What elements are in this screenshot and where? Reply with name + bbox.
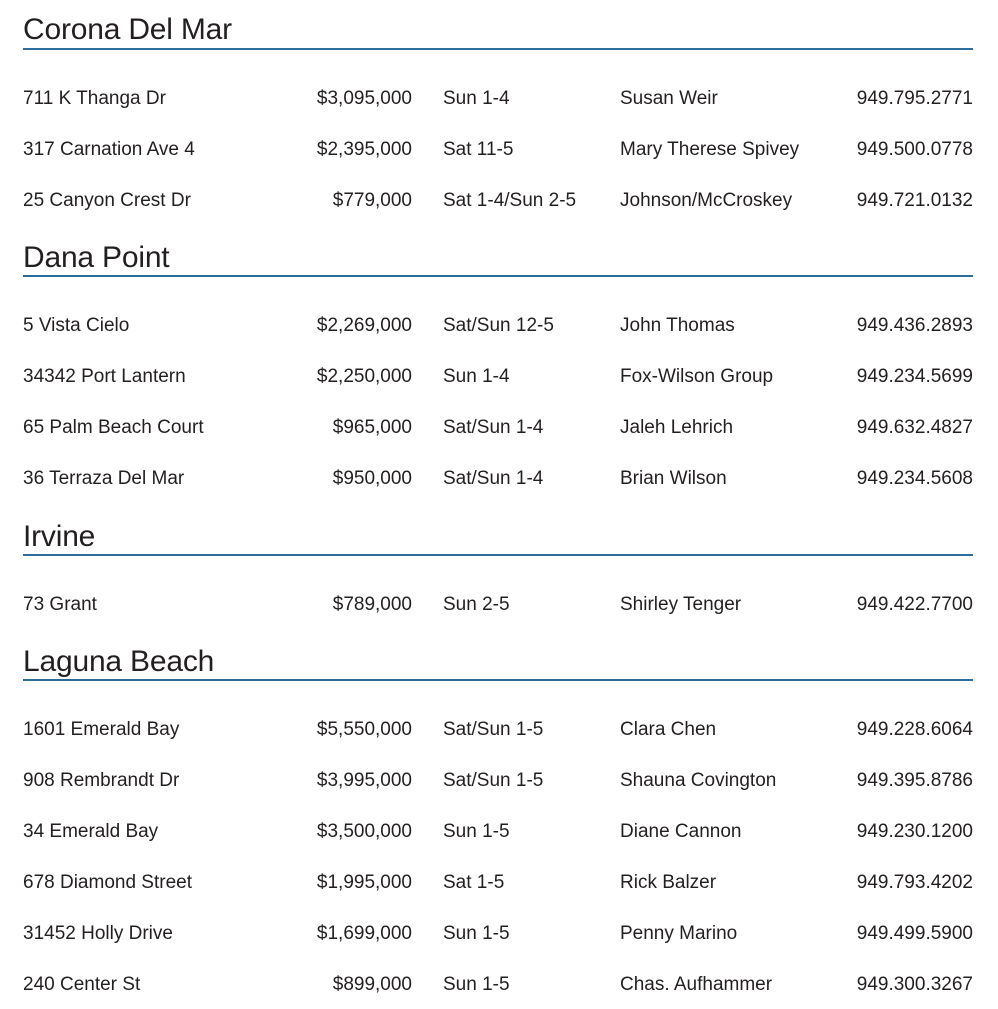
- listing-phone: 949.795.2771: [856, 88, 973, 109]
- section-rule: [23, 679, 973, 681]
- listing-hours: Sat/Sun 12-5: [443, 315, 554, 336]
- listing-hours: Sun 1-5: [443, 974, 510, 995]
- listing-row: [23, 416, 973, 440]
- listing-price: $1,699,000: [316, 923, 412, 944]
- listing-row: [23, 973, 973, 997]
- listing-row: [23, 820, 973, 844]
- listing-price: $965,000: [332, 417, 412, 438]
- listing-address: 73 Grant: [23, 594, 97, 615]
- listing-hours: Sun 1-4: [443, 366, 510, 387]
- listing-agent: Mary Therese Spivey: [620, 139, 800, 160]
- listing-price: $779,000: [332, 190, 412, 211]
- listing-hours: Sat 1-5: [443, 872, 505, 893]
- listing-phone: 949.632.4827: [856, 417, 973, 438]
- section-title: Laguna Beach: [23, 645, 215, 678]
- listing-price: $950,000: [332, 468, 412, 489]
- listing-phone: 949.793.4202: [856, 872, 973, 893]
- section-rule: [23, 275, 973, 277]
- listing-address: 711 K Thanga Dr: [23, 88, 166, 109]
- listing-hours: Sun 1-5: [443, 821, 510, 842]
- listing-price: $2,269,000: [316, 315, 412, 336]
- listing-phone: 949.395.8786: [856, 770, 973, 791]
- listing-row: [23, 922, 973, 946]
- listing-hours: Sat/Sun 1-4: [443, 417, 544, 438]
- listing-agent: Chas. Aufhammer: [620, 974, 773, 995]
- section-rule: [23, 554, 973, 556]
- listing-address: 31452 Holly Drive: [23, 923, 173, 944]
- listing-address: 678 Diamond Street: [23, 872, 192, 893]
- listing-hours: Sun 1-5: [443, 923, 510, 944]
- listing-phone: 949.721.0132: [856, 190, 973, 211]
- listing-agent: Clara Chen: [620, 719, 717, 740]
- listing-row: [23, 718, 973, 742]
- listing-agent: Shirley Tenger: [620, 594, 742, 615]
- listing-address: 36 Terraza Del Mar: [23, 468, 185, 489]
- listing-phone: 949.300.3267: [856, 974, 973, 995]
- listing-hours: Sat/Sun 1-5: [443, 770, 544, 791]
- listing-hours: Sun 2-5: [443, 594, 510, 615]
- listing-row: [23, 87, 973, 111]
- listing-row: [23, 189, 973, 213]
- listing-address: 34 Emerald Bay: [23, 821, 159, 842]
- listing-price: $1,995,000: [316, 872, 412, 893]
- listing-agent: Susan Weir: [620, 88, 718, 109]
- listing-phone: 949.234.5699: [856, 366, 973, 387]
- listing-row: [23, 467, 973, 491]
- listing-address: 65 Palm Beach Court: [23, 417, 204, 438]
- listing-hours: Sat/Sun 1-5: [443, 719, 544, 740]
- listing-row: [23, 871, 973, 895]
- listing-price: $3,095,000: [316, 88, 412, 109]
- listing-address: 5 Vista Cielo: [23, 315, 130, 336]
- listing-agent: Brian Wilson: [620, 468, 727, 489]
- listing-address: 1601 Emerald Bay: [23, 719, 180, 740]
- listing-hours: Sat 1-4/Sun 2-5: [443, 190, 577, 211]
- listing-agent: Shauna Covington: [620, 770, 777, 791]
- listing-price: $789,000: [332, 594, 412, 615]
- listing-hours: Sun 1-4: [443, 88, 510, 109]
- listing-price: $2,250,000: [316, 366, 412, 387]
- section-rule: [23, 48, 973, 50]
- listing-agent: Johnson/McCroskey: [620, 190, 793, 211]
- listing-phone: 949.500.0778: [856, 139, 973, 160]
- listing-row: [23, 314, 973, 338]
- section-title: Dana Point: [23, 241, 170, 274]
- listing-price: $899,000: [332, 974, 412, 995]
- listing-phone: 949.228.6064: [856, 719, 973, 740]
- listing-phone: 949.499.5900: [856, 923, 973, 944]
- listing-address: 317 Carnation Ave 4: [23, 139, 195, 160]
- listing-row: [23, 365, 973, 389]
- listing-phone: 949.436.2893: [856, 315, 973, 336]
- listing-agent: Jaleh Lehrich: [620, 417, 734, 438]
- section-title: Irvine: [23, 520, 96, 553]
- listing-address: 25 Canyon Crest Dr: [23, 190, 191, 211]
- listing-price: $3,995,000: [316, 770, 412, 791]
- listing-agent: John Thomas: [620, 315, 735, 336]
- listing-agent: Fox-Wilson Group: [620, 366, 774, 387]
- listing-price: $5,550,000: [316, 719, 412, 740]
- listing-address: 34342 Port Lantern: [23, 366, 186, 387]
- listing-price: $2,395,000: [316, 139, 412, 160]
- listing-agent: Penny Marino: [620, 923, 738, 944]
- listing-row: [23, 138, 973, 162]
- listing-hours: Sat 11-5: [443, 139, 514, 160]
- listing-address: 908 Rembrandt Dr: [23, 770, 180, 791]
- listing-phone: 949.230.1200: [856, 821, 973, 842]
- listing-address: 240 Center St: [23, 974, 141, 995]
- listing-agent: Rick Balzer: [620, 872, 717, 893]
- listing-row: [23, 769, 973, 793]
- listing-phone: 949.422.7700: [856, 594, 973, 615]
- section-title: Corona Del Mar: [23, 13, 232, 46]
- listing-phone: 949.234.5608: [856, 468, 973, 489]
- listing-price: $3,500,000: [316, 821, 412, 842]
- listing-row: [23, 593, 973, 617]
- listing-agent: Diane Cannon: [620, 821, 742, 842]
- listing-hours: Sat/Sun 1-4: [443, 468, 544, 489]
